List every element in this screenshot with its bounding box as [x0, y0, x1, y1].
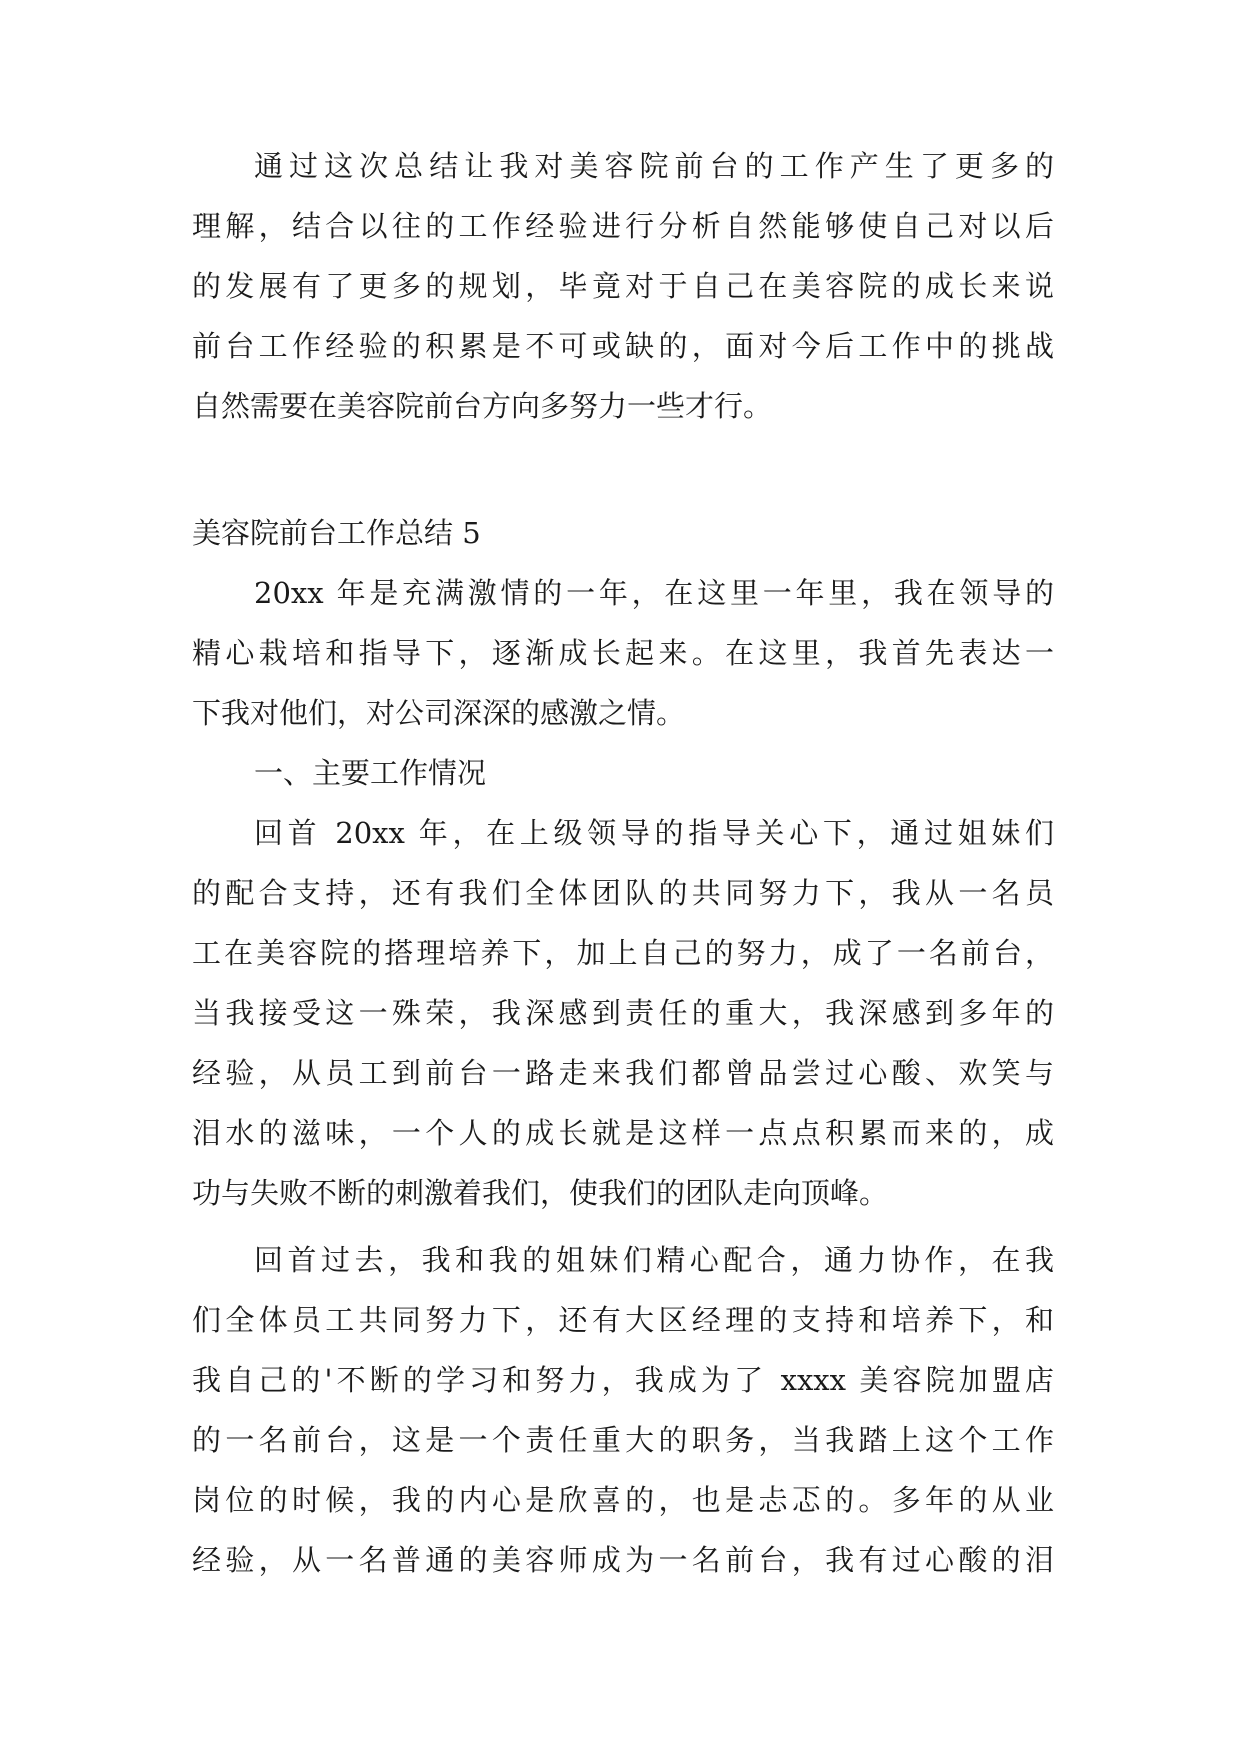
paragraph3-line-4: 当我接受这一殊荣，我深感到责任的重大，我深感到多年的: [192, 996, 1054, 1030]
paragraph1-line-3: 的发展有了更多的规划，毕竟对于自己在美容院的成长来说: [192, 269, 1054, 303]
paragraph4-line-1: 回首过去，我和我的姐妹们精心配合，通力协作，在我: [254, 1243, 1054, 1277]
paragraph1-line-4: 前台工作经验的积累是不可或缺的，面对今后工作中的挑战: [192, 329, 1054, 363]
paragraph4-line-4: 的一名前台，这是一个责任重大的职务，当我踏上这个工作: [192, 1423, 1054, 1457]
paragraph4-line-5: 岗位的时候，我的内心是欣喜的，也是忐忑的。多年的从业: [192, 1483, 1054, 1517]
document-page: [192, 0, 1054, 1754]
section-title: 美容院前台工作总结 5: [192, 516, 481, 550]
paragraph4-line-6: 经验，从一名普通的美容师成为一名前台，我有过心酸的泪: [192, 1543, 1054, 1577]
paragraph3-line-3: 工在美容院的搭理培养下，加上自己的努力，成了一名前台，: [192, 936, 1054, 970]
paragraph1-line-1: 通过这次总结让我对美容院前台的工作产生了更多的: [254, 149, 1054, 183]
paragraph4-line-2: 们全体员工共同努力下，还有大区经理的支持和培养下，和: [192, 1303, 1054, 1337]
subheading: 一、主要工作情况: [254, 756, 487, 790]
paragraph2-line-2: 精心栽培和指导下，逐渐成长起来。在这里，我首先表达一: [192, 636, 1054, 670]
paragraph3-line-6: 泪水的滋味，一个人的成长就是这样一点点积累而来的，成: [192, 1116, 1054, 1150]
paragraph2-line-1: 20xx 年是充满激情的一年，在这里一年里，我在领导的: [254, 576, 1054, 610]
paragraph3-line-2: 的配合支持，还有我们全体团队的共同努力下，我从一名员: [192, 876, 1054, 910]
paragraph3-line-1: 回首 20xx 年，在上级领导的指导关心下，通过姐妹们: [254, 816, 1054, 850]
paragraph1-line-5: 自然需要在美容院前台方向多努力一些才行。: [192, 389, 773, 423]
paragraph3-line-5: 经验，从员工到前台一路走来我们都曾品尝过心酸、欢笑与: [192, 1056, 1054, 1090]
paragraph1-line-2: 理解，结合以往的工作经验进行分析自然能够使自己对以后: [192, 209, 1054, 243]
paragraph4-line-3: 我自己的'不断的学习和努力，我成为了 xxxx 美容院加盟店: [192, 1363, 1054, 1397]
paragraph3-line-7: 功与失败不断的刺激着我们，使我们的团队走向顶峰。: [192, 1176, 889, 1210]
paragraph2-line-3: 下我对他们，对公司深深的感激之情。: [192, 696, 686, 730]
